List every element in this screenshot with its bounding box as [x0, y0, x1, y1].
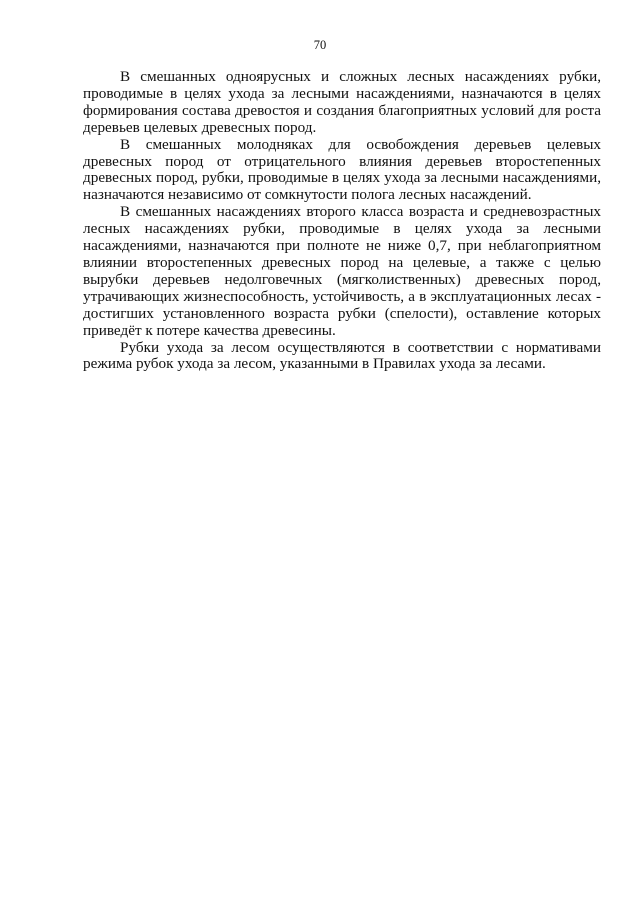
document-body — [83, 69, 601, 373]
paragraph-mixed-young-stands: В смешанных молодняках для освобождения деревьев целевых древесных пород от отрицательного влияния деревьев второстепенных древесных пород, рубки, проводимые в целях ухода за лесными насаждениями, назначаются независимо от сомкнутости полога лесных насаждений. — [83, 135, 601, 204]
paragraph-second-age-class-stands: В смешанных насаждениях второго класса возраста и средневозрастных лесных насаждениях рубки, проводимые в целях ухода за лесными насаждениями, назначаются при полноте не ниже 0,7, при неблагоприятном влиянии второстепенных древесных пород на целевые, а также с целью вырубки деревьев недолговечных (мягколиственных) древесных пород, утрачивающих жизнеспособность, устойчивость, а в эксплуатационных лесах - достигших установленного возраста рубки (спелости), оставление которых приведёт к потере качества древесины. — [83, 203, 601, 339]
paragraph-thinning-standards: Рубки ухода за лесом осуществляются в соответствии с нормативами режима рубок ухода за лесом, указанными в Правилах ухода за лесами. — [83, 338, 601, 373]
page-number: 70 — [313, 38, 327, 52]
paragraph-mixed-single-tier-stands: В смешанных одноярусных и сложных лесных насаждениях рубки, проводимые в целях ухода за лесными насаждениями, назначаются в целях формирования состава древостоя и создания благоприятных условий для роста деревьев целевых древесных пород. — [83, 68, 601, 136]
